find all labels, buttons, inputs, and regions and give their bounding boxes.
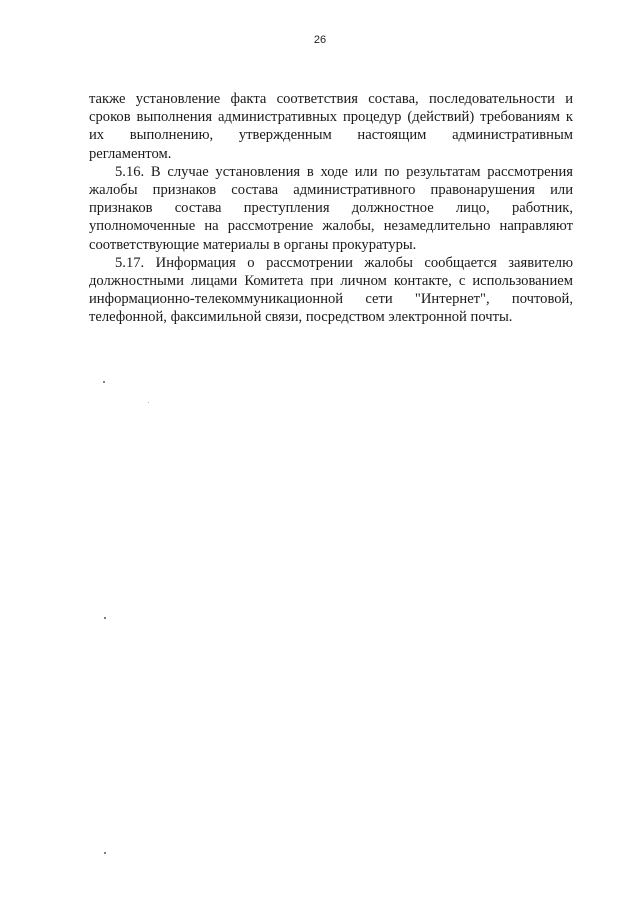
text-line: 5.16. В случае установления в ходе или по результатам рассмотрения bbox=[115, 163, 573, 180]
text-line: их выполнению, утвержденным настоящим административным bbox=[89, 127, 573, 144]
paragraph-clause-5-16 bbox=[89, 163, 573, 254]
text-line: жалобы признаков состава административного правонарушения или bbox=[89, 182, 573, 199]
text-line: сроков выполнения административных процедур (действий) требованиям к bbox=[89, 109, 573, 126]
text-line: соответствующие материалы в органы прокуратуры. bbox=[89, 236, 417, 253]
scan-artifact bbox=[104, 617, 106, 619]
text-line: телефонной, факсимильной связи, посредством электронной почты. bbox=[89, 309, 513, 326]
scan-artifact bbox=[148, 402, 149, 403]
document-body bbox=[89, 90, 573, 327]
scan-artifact bbox=[103, 381, 105, 383]
text-line: признаков состава преступления должностное лицо, работник, bbox=[89, 200, 573, 217]
paragraph-clause-5-17 bbox=[89, 254, 573, 327]
text-line: 5.17. Информация о рассмотрении жалобы сообщается заявителю bbox=[115, 254, 573, 271]
scan-artifact bbox=[104, 852, 106, 854]
page-number: 26 bbox=[313, 34, 327, 46]
text-line: должностными лицами Комитета при личном контакте, с использованием bbox=[89, 273, 573, 290]
paragraph-continuation bbox=[89, 90, 573, 163]
text-line: регламентом. bbox=[89, 145, 172, 162]
text-line: уполномоченные на рассмотрение жалобы, незамедлительно направляют bbox=[89, 218, 573, 235]
text-line: также установление факта соответствия состава, последовательности и bbox=[89, 91, 573, 107]
text-line: информационно-телекоммуникационной сети "Интернет", почтовой, bbox=[89, 291, 573, 308]
